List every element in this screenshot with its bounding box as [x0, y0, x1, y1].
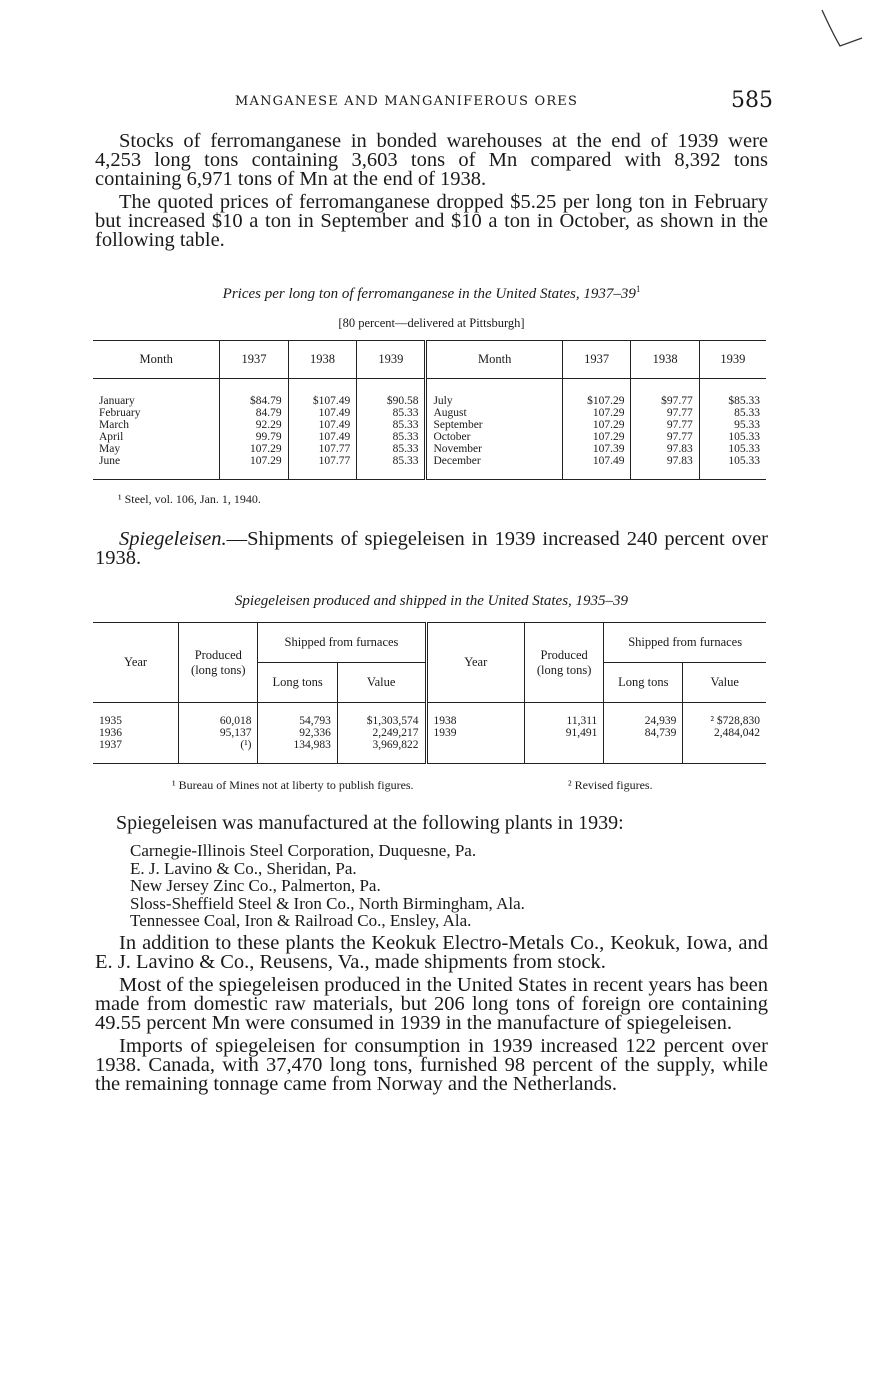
table2	[93, 622, 766, 764]
col-header: Month	[93, 341, 220, 379]
table-cell: 107.29	[220, 455, 288, 480]
table-cell: 2,249,217	[337, 727, 426, 739]
table-cell: 107.29	[562, 431, 631, 443]
table-cell	[524, 739, 603, 764]
list-item: Carnegie-Illinois Steel Corporation, Duquesne, Pa.	[130, 841, 477, 860]
spiegel-paragraph: Spiegeleisen.—Shipments of spiegeleisen in 1939 increased 240 percent over 1938.	[95, 528, 768, 569]
table-cell: 60,018	[179, 703, 258, 728]
table-cell: 84.79	[220, 407, 288, 419]
table-cell: 85.33	[734, 407, 760, 419]
col-header: Month	[426, 341, 562, 379]
table-cell: 107.77	[288, 443, 357, 455]
table-cell: $107.49	[288, 379, 357, 408]
pencil-mark	[818, 8, 868, 53]
col-header: Long tons	[258, 663, 337, 703]
table-cell: 105.33	[728, 443, 760, 455]
paragraph: Most of the spiegeleisen produced in the United States in recent years has been made from domestic raw materials, but 206 long tons of foreign ore containing 49.55 percent Mn were consumed in 1939 in the manufacture of spiegeleisen.	[95, 974, 768, 1034]
table-cell: November	[426, 443, 562, 455]
table-cell: 107.49	[288, 419, 357, 431]
table-cell: 85.33	[357, 407, 426, 419]
table-cell: 134,983	[258, 739, 337, 764]
table-cell: 91,491	[524, 727, 603, 739]
col-header: Produced (long tons)	[179, 623, 258, 703]
col-header: Produced (long tons)	[524, 623, 603, 703]
table-cell: 92.29	[220, 419, 288, 431]
table-cell: 107.49	[562, 455, 631, 480]
table2-footnote-2: ² Revised figures.	[568, 778, 653, 792]
table-cell: 11,311	[524, 703, 603, 728]
table-row	[93, 419, 766, 431]
table-cell: 97.77	[631, 419, 699, 431]
paragraph: Imports of spiegeleisen for consumption in 1939 increased 122 percent over 1938. Canada, with 37,470 long tons, furnished 98 percent of the supply, while the remaining tonnage came from Norway and the Netherlands.	[95, 1035, 768, 1095]
paragraph: The quoted prices of ferromanganese dropped $5.25 per long ton in February but increased $10 a ton in September and $10 a ton in October, as shown in the following table.	[95, 191, 768, 251]
table-cell: May	[93, 443, 220, 455]
table-row	[93, 431, 766, 443]
table-cell: July	[426, 379, 562, 408]
paragraph: Stocks of ferromanganese in bonded warehouses at the end of 1939 were 4,253 long tons containing 3,603 tons of Mn compared with 8,392 tons containing 6,971 tons of Mn at the end of 1938.	[95, 130, 768, 190]
table-cell: 105.33	[728, 431, 760, 443]
list-item: Tennessee Coal, Iron & Railroad Co., Ensley, Ala.	[130, 911, 472, 930]
table1-subcaption: [80 percent—delivered at Pittsburgh]	[338, 316, 525, 330]
table-cell: October	[426, 431, 562, 443]
table-cell: 95,137	[179, 727, 258, 739]
col-header: 1938	[288, 341, 357, 379]
table-cell: 1938	[426, 703, 524, 728]
table-row	[93, 379, 766, 408]
table-cell: 85.33	[357, 419, 426, 431]
table-cell: 1936	[93, 727, 179, 739]
col-header: 1939	[357, 341, 426, 379]
table-cell: 97.83	[631, 443, 699, 455]
table-cell: 1937	[93, 739, 179, 764]
table-cell: 1935	[93, 703, 179, 728]
table-cell: 99.79	[220, 431, 288, 443]
table-cell: $97.77	[631, 379, 699, 408]
table-cell: ² $728,830	[710, 715, 760, 727]
running-title: MANGANESE AND MANGANIFEROUS ORES	[235, 94, 579, 109]
table1	[93, 340, 766, 480]
table-cell: 1939	[426, 727, 524, 739]
table1-caption: Prices per long ton of ferromanganese in the United States, $1937-39^1$	[222, 284, 641, 302]
table-row	[93, 703, 766, 728]
table-cell: 97.77	[631, 431, 699, 443]
table-cell: December	[426, 455, 562, 480]
table-row	[93, 739, 766, 764]
table-cell: 24,939	[604, 703, 683, 728]
closing-text	[95, 934, 768, 1098]
col-header: 1937	[220, 341, 288, 379]
list-item: E. J. Lavino & Co., Sheridan, Pa.	[130, 858, 357, 878]
table-cell: 107.29	[562, 419, 631, 431]
table-cell: 3,969,822	[337, 739, 426, 764]
running-header	[95, 88, 775, 120]
table-cell: 92,336	[258, 727, 337, 739]
col-header: Year	[93, 623, 179, 703]
paragraph: In addition to these plants the Keokuk Electro-Metals Co., Keokuk, Iowa, and E. J. Lavino & Co., Reusens, Va., made shipments from stock.	[95, 932, 768, 973]
table-cell: 107.39	[562, 443, 631, 455]
table-cell: April	[93, 431, 220, 443]
table-cell: $84.79	[220, 379, 288, 408]
col-header: Year	[426, 623, 524, 703]
list-item: New Jersey Zinc Co., Palmerton, Pa.	[130, 876, 381, 895]
col-header: Value	[337, 663, 426, 703]
table-cell: March	[93, 419, 220, 431]
table-cell: 85.33	[357, 431, 426, 443]
table-cell: 107.77	[288, 455, 357, 480]
table-cell: June	[93, 455, 220, 480]
table-cell: 95.33	[734, 419, 760, 431]
plants-list	[130, 842, 525, 930]
table-cell: 107.49	[288, 431, 357, 443]
spiegel-lead: Spiegeleisen.	[119, 528, 227, 550]
table-cell: August	[426, 407, 562, 419]
table2-footnote-1: ¹ Bureau of Mines not at liberty to publish figures.	[172, 778, 414, 792]
table-cell: 97.77	[631, 407, 699, 419]
col-header: 1938	[631, 341, 699, 379]
table-cell: 84,739	[604, 727, 683, 739]
table-cell: $85.33	[728, 395, 760, 407]
table1-footnote: ¹ Steel, vol. 106, Jan. 1, 1940.	[118, 492, 261, 506]
col-header: Value	[683, 663, 766, 703]
table-row	[93, 407, 766, 419]
table-cell: $107.29	[562, 379, 631, 408]
list-item: Sloss-Sheffield Steel & Iron Co., North Birmingham, Ala.	[130, 893, 525, 913]
table-cell: 54,793	[258, 703, 337, 728]
table-cell: (¹)	[179, 739, 258, 764]
table-row	[93, 455, 766, 480]
page-number: 585	[731, 88, 773, 113]
plants-intro: Spiegeleisen was manufactured at the following plants in 1939:	[116, 812, 624, 834]
table-cell: September	[426, 419, 562, 431]
intro-text	[95, 132, 768, 254]
table-cell: 85.33	[357, 455, 426, 480]
col-header: Shipped from furnaces	[258, 623, 426, 663]
table-row	[93, 443, 766, 455]
table-cell: $1,303,574	[337, 703, 426, 728]
table-cell: 105.33	[728, 455, 760, 467]
table-cell: 85.33	[357, 443, 426, 455]
col-header: Shipped from furnaces	[604, 623, 766, 663]
table-cell: February	[93, 407, 220, 419]
table-cell	[683, 739, 766, 764]
table2-caption: Spiegeleisen produced and shipped in the United States, 1935–39	[234, 593, 629, 609]
table-cell: 97.83	[631, 455, 699, 480]
col-header: 1937	[562, 341, 631, 379]
table-cell: January	[93, 379, 220, 408]
col-header: 1939	[699, 341, 766, 379]
table-row	[93, 727, 766, 739]
table-cell: 107.49	[288, 407, 357, 419]
table-cell	[604, 739, 683, 764]
table-cell: 2,484,042	[714, 727, 760, 739]
table-cell: $90.58	[357, 379, 426, 408]
table-cell: 107.29	[220, 443, 288, 455]
col-header: Long tons	[604, 663, 683, 703]
table-cell: 107.29	[562, 407, 631, 419]
table-cell	[426, 739, 524, 764]
